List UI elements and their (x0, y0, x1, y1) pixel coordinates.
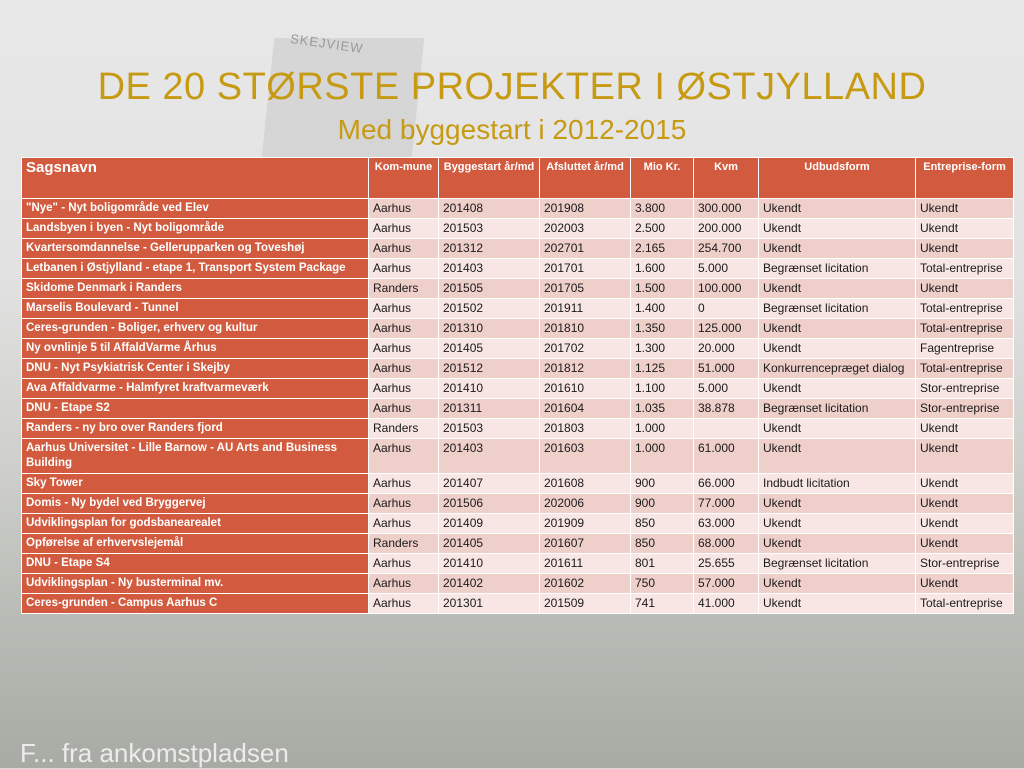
cell-sagsnavn: Ny ovnlinje 5 til AffaldVarme Århus (22, 339, 369, 359)
cell-mio-kr: 1.100 (631, 379, 694, 399)
cell-kommune: Aarhus (369, 339, 439, 359)
cell-sagsnavn: Kvartersomdannelse - Gellerupparken og Toveshøj (22, 239, 369, 259)
cell-entrepriseform: Fagentreprise (916, 339, 1014, 359)
cell-entrepriseform: Ukendt (916, 474, 1014, 494)
cell-udbudsform: Ukendt (759, 219, 916, 239)
cell-kommune: Aarhus (369, 494, 439, 514)
header-afsluttet: Afsluttet år/md (540, 158, 631, 199)
cell-sagsnavn: Sky Tower (22, 474, 369, 494)
cell-byggestart: 201312 (439, 239, 540, 259)
table-row (22, 339, 1014, 359)
cell-afsluttet: 201610 (540, 379, 631, 399)
cell-byggestart: 201409 (439, 514, 540, 534)
cell-entrepriseform: Ukendt (916, 574, 1014, 594)
cell-udbudsform: Ukendt (759, 594, 916, 614)
cell-mio-kr: 750 (631, 574, 694, 594)
cell-afsluttet: 201603 (540, 439, 631, 474)
cell-udbudsform: Ukendt (759, 339, 916, 359)
cell-sagsnavn: Letbanen i Østjylland - etape 1, Transport System Package (22, 259, 369, 279)
cell-byggestart: 201405 (439, 339, 540, 359)
table-row (22, 494, 1014, 514)
header-kvm: Kvm (694, 158, 759, 199)
cell-mio-kr: 3.800 (631, 199, 694, 219)
cell-kvm (694, 419, 759, 439)
cell-kvm: 20.000 (694, 339, 759, 359)
cell-entrepriseform: Stor-entreprise (916, 379, 1014, 399)
cell-entrepriseform: Total-entreprise (916, 299, 1014, 319)
cell-kommune: Aarhus (369, 199, 439, 219)
cell-udbudsform: Ukendt (759, 514, 916, 534)
cell-afsluttet: 201909 (540, 514, 631, 534)
cell-byggestart: 201512 (439, 359, 540, 379)
header-byggestart: Byggestart år/md (439, 158, 540, 199)
projects-table (21, 157, 1014, 614)
cell-byggestart: 201402 (439, 574, 540, 594)
cell-kvm: 61.000 (694, 439, 759, 474)
cell-kvm: 77.000 (694, 494, 759, 514)
cell-udbudsform: Ukendt (759, 419, 916, 439)
cell-sagsnavn: DNU - Etape S4 (22, 554, 369, 574)
cell-entrepriseform: Stor-entreprise (916, 399, 1014, 419)
cell-byggestart: 201311 (439, 399, 540, 419)
cell-udbudsform: Indbudt licitation (759, 474, 916, 494)
cell-udbudsform: Ukendt (759, 494, 916, 514)
slide-title: DE 20 STØRSTE PROJEKTER I ØSTJYLLAND (97, 66, 927, 108)
cell-byggestart: 201506 (439, 494, 540, 514)
cell-entrepriseform: Ukendt (916, 534, 1014, 554)
table-row (22, 219, 1014, 239)
cell-afsluttet: 201602 (540, 574, 631, 594)
cell-udbudsform: Begrænset licitation (759, 299, 916, 319)
cell-sagsnavn: Aarhus Universitet - Lille Barnow - AU Arts and Business Building (22, 439, 369, 474)
cell-kvm: 41.000 (694, 594, 759, 614)
table-row (22, 379, 1014, 399)
cell-udbudsform: Begrænset licitation (759, 259, 916, 279)
cell-afsluttet: 201604 (540, 399, 631, 419)
cell-sagsnavn: Marselis Boulevard - Tunnel (22, 299, 369, 319)
table-row (22, 299, 1014, 319)
cell-entrepriseform: Total-entreprise (916, 359, 1014, 379)
cell-kommune: Randers (369, 279, 439, 299)
table-row (22, 594, 1014, 614)
cell-kommune: Aarhus (369, 219, 439, 239)
cell-udbudsform: Begrænset licitation (759, 399, 916, 419)
cell-udbudsform: Ukendt (759, 239, 916, 259)
cell-mio-kr: 1.600 (631, 259, 694, 279)
cell-sagsnavn: Domis - Ny bydel ved Bryggervej (22, 494, 369, 514)
cell-byggestart: 201503 (439, 219, 540, 239)
cell-kvm: 63.000 (694, 514, 759, 534)
cell-sagsnavn: Udviklingsplan for godsbanearealet (22, 514, 369, 534)
cell-udbudsform: Ukendt (759, 574, 916, 594)
cell-sagsnavn: DNU - Etape S2 (22, 399, 369, 419)
cell-sagsnavn: Opførelse af erhvervslejemål (22, 534, 369, 554)
cell-mio-kr: 2.165 (631, 239, 694, 259)
cell-kvm: 5.000 (694, 259, 759, 279)
cell-afsluttet: 202006 (540, 494, 631, 514)
cell-kommune: Aarhus (369, 379, 439, 399)
cell-mio-kr: 1.125 (631, 359, 694, 379)
cell-byggestart: 201405 (439, 534, 540, 554)
table-row (22, 534, 1014, 554)
cell-sagsnavn: Ceres-grunden - Campus Aarhus C (22, 594, 369, 614)
cell-mio-kr: 1.300 (631, 339, 694, 359)
cell-mio-kr: 1.035 (631, 399, 694, 419)
table-row (22, 514, 1014, 534)
cell-entrepriseform: Total-entreprise (916, 594, 1014, 614)
cell-udbudsform: Konkurrencepræget dialog (759, 359, 916, 379)
cell-entrepriseform: Total-entreprise (916, 319, 1014, 339)
cell-kommune: Randers (369, 419, 439, 439)
cell-afsluttet: 201702 (540, 339, 631, 359)
cell-entrepriseform: Ukendt (916, 419, 1014, 439)
cell-afsluttet: 201608 (540, 474, 631, 494)
table-row (22, 259, 1014, 279)
cell-udbudsform: Ukendt (759, 379, 916, 399)
cell-entrepriseform: Ukendt (916, 219, 1014, 239)
cell-entrepriseform: Ukendt (916, 199, 1014, 219)
cell-mio-kr: 850 (631, 514, 694, 534)
cell-kommune: Randers (369, 534, 439, 554)
cell-kvm: 5.000 (694, 379, 759, 399)
cell-sagsnavn: Randers - ny bro over Randers fjord (22, 419, 369, 439)
cell-mio-kr: 741 (631, 594, 694, 614)
table-row (22, 474, 1014, 494)
cell-byggestart: 201502 (439, 299, 540, 319)
table-header-row (22, 158, 1014, 199)
header-entrepriseform: Entreprise-form (916, 158, 1014, 199)
cell-byggestart: 201410 (439, 379, 540, 399)
cell-kommune: Aarhus (369, 474, 439, 494)
table-row (22, 199, 1014, 219)
cell-kommune: Aarhus (369, 239, 439, 259)
cell-byggestart: 201403 (439, 439, 540, 474)
cell-sagsnavn: Ceres-grunden - Boliger, erhverv og kultur (22, 319, 369, 339)
cell-byggestart: 201410 (439, 554, 540, 574)
cell-entrepriseform: Ukendt (916, 279, 1014, 299)
table-row (22, 359, 1014, 379)
cell-kommune: Aarhus (369, 594, 439, 614)
cell-afsluttet: 201908 (540, 199, 631, 219)
cell-mio-kr: 1.350 (631, 319, 694, 339)
cell-kvm: 57.000 (694, 574, 759, 594)
cell-kvm: 200.000 (694, 219, 759, 239)
cell-entrepriseform: Total-entreprise (916, 259, 1014, 279)
cell-kommune: Aarhus (369, 259, 439, 279)
header-mio-kr: Mio Kr. (631, 158, 694, 199)
table-row (22, 279, 1014, 299)
cell-mio-kr: 2.500 (631, 219, 694, 239)
cell-afsluttet: 201611 (540, 554, 631, 574)
cell-afsluttet: 201705 (540, 279, 631, 299)
cell-sagsnavn: Landsbyen i byen - Nyt boligområde (22, 219, 369, 239)
cell-mio-kr: 801 (631, 554, 694, 574)
cell-afsluttet: 201509 (540, 594, 631, 614)
cell-entrepriseform: Ukendt (916, 439, 1014, 474)
table-body (22, 199, 1014, 614)
table-row (22, 439, 1014, 474)
cell-mio-kr: 900 (631, 494, 694, 514)
cell-mio-kr: 1.500 (631, 279, 694, 299)
table-row (22, 554, 1014, 574)
cell-kvm: 125.000 (694, 319, 759, 339)
cell-afsluttet: 201701 (540, 259, 631, 279)
cell-kommune: Aarhus (369, 514, 439, 534)
cell-afsluttet: 201607 (540, 534, 631, 554)
cell-entrepriseform: Stor-entreprise (916, 554, 1014, 574)
cell-kvm: 0 (694, 299, 759, 319)
cell-byggestart: 201310 (439, 319, 540, 339)
cell-kvm: 68.000 (694, 534, 759, 554)
cell-kommune: Aarhus (369, 299, 439, 319)
cell-udbudsform: Ukendt (759, 534, 916, 554)
cell-mio-kr: 1.400 (631, 299, 694, 319)
cell-kommune: Aarhus (369, 319, 439, 339)
cell-kommune: Aarhus (369, 399, 439, 419)
header-sagsnavn: Sagsnavn (22, 158, 369, 199)
cell-mio-kr: 850 (631, 534, 694, 554)
cell-byggestart: 201505 (439, 279, 540, 299)
cell-kvm: 38.878 (694, 399, 759, 419)
cell-mio-kr: 900 (631, 474, 694, 494)
cell-udbudsform: Ukendt (759, 319, 916, 339)
cell-kvm: 25.655 (694, 554, 759, 574)
cell-udbudsform: Begrænset licitation (759, 554, 916, 574)
cell-kvm: 100.000 (694, 279, 759, 299)
cell-kommune: Aarhus (369, 359, 439, 379)
cell-afsluttet: 202701 (540, 239, 631, 259)
background-sign: SKEJVIEW (289, 30, 365, 57)
cell-udbudsform: Ukendt (759, 439, 916, 474)
table-row (22, 319, 1014, 339)
cell-kommune: Aarhus (369, 574, 439, 594)
cell-kvm: 254.700 (694, 239, 759, 259)
cell-udbudsform: Ukendt (759, 279, 916, 299)
table-row (22, 399, 1014, 419)
cell-byggestart: 201503 (439, 419, 540, 439)
cell-byggestart: 201403 (439, 259, 540, 279)
cell-kommune: Aarhus (369, 554, 439, 574)
cell-afsluttet: 201810 (540, 319, 631, 339)
cell-afsluttet: 201812 (540, 359, 631, 379)
cell-byggestart: 201301 (439, 594, 540, 614)
cell-mio-kr: 1.000 (631, 419, 694, 439)
cell-sagsnavn: DNU - Nyt Psykiatrisk Center i Skejby (22, 359, 369, 379)
cell-mio-kr: 1.000 (631, 439, 694, 474)
slide-subtitle: Med byggestart i 2012-2015 (337, 114, 687, 145)
cell-kommune: Aarhus (369, 439, 439, 474)
header-udbudsform: Udbudsform (759, 158, 916, 199)
cell-entrepriseform: Ukendt (916, 494, 1014, 514)
table-row (22, 239, 1014, 259)
cell-byggestart: 201407 (439, 474, 540, 494)
background-caption: F... fra ankomstpladsen (20, 738, 289, 768)
cell-sagsnavn: Udviklingsplan - Ny busterminal mv. (22, 574, 369, 594)
header-kommune: Kom-mune (369, 158, 439, 199)
cell-sagsnavn: Ava Affaldvarme - Halmfyret kraftvarmeværk (22, 379, 369, 399)
cell-afsluttet: 201911 (540, 299, 631, 319)
cell-kvm: 66.000 (694, 474, 759, 494)
cell-udbudsform: Ukendt (759, 199, 916, 219)
cell-kvm: 300.000 (694, 199, 759, 219)
cell-byggestart: 201408 (439, 199, 540, 219)
cell-kvm: 51.000 (694, 359, 759, 379)
cell-afsluttet: 202003 (540, 219, 631, 239)
cell-entrepriseform: Ukendt (916, 239, 1014, 259)
cell-afsluttet: 201803 (540, 419, 631, 439)
table-row (22, 419, 1014, 439)
cell-sagsnavn: Skidome Denmark i Randers (22, 279, 369, 299)
cell-entrepriseform: Ukendt (916, 514, 1014, 534)
cell-sagsnavn: "Nye" - Nyt boligområde ved Elev (22, 199, 369, 219)
table-row (22, 574, 1014, 594)
